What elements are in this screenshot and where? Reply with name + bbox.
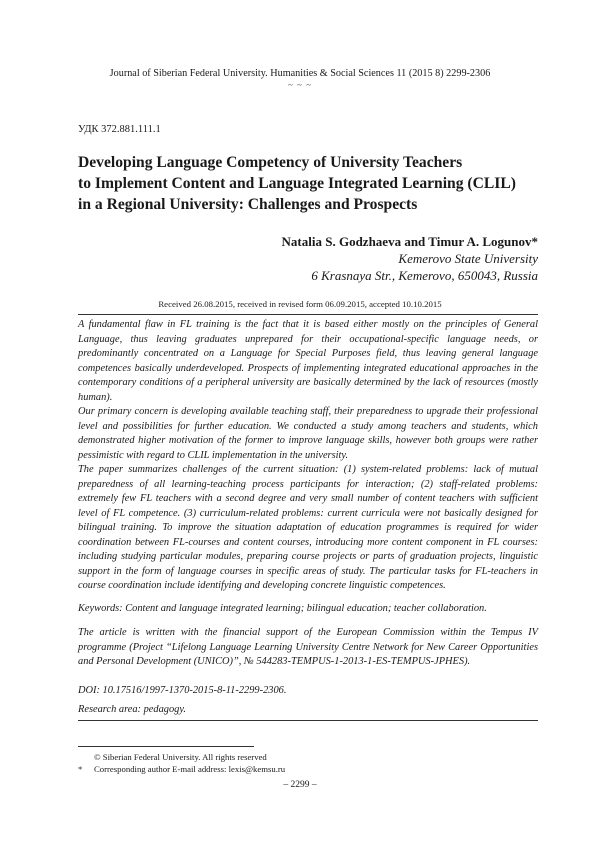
doi: DOI: 10.17516/1997-1370-2015-8-11-2299-2306. bbox=[78, 685, 287, 696]
journal-header: Journal of Siberian Federal University. Humanities & Social Sciences 11 (2015 8) 2299-2306 bbox=[109, 68, 491, 79]
title-line-1: Developing Language Competency of University Teachers bbox=[78, 154, 463, 171]
received-dates: Received 26.08.2015, received in revised form 06.09.2015, accepted 10.10.2015 bbox=[158, 299, 442, 309]
abstract-paragraph-3: The paper summarizes challenges of the current situation: (1) system-related problems: lack of mutual preparedness of all learning-teaching process participants for interaction; (2) staff-related problems: extremely few FL teachers with a second degree and very small number of content teachers with sufficient level of FL competence. (3) curriculum-related problems: current curricula were not basically designed for bilingual training. To improve the situation adaptation of education programmes is required for wider coordination between FL-courses and content courses, introducing more content component in FL courses: including studying particular modules, preparing course projects or parts of graduation projects, linguistic support in the form of language courses in specific areas of study. The particular tasks for FL-teachers in course coordination include identifying and developing concrete linguistic competences. bbox=[78, 464, 538, 591]
author-address: 6 Krasnaya Str., Kemerovo, 650043, Russia bbox=[311, 268, 538, 283]
author-names: Natalia S. Godzhaeva and Timur A. Logunov* bbox=[281, 234, 538, 249]
abstract bbox=[78, 318, 538, 594]
abstract-paragraph-1: A fundamental flaw in FL training is the fact that it is based either mostly on the principles of General Language, thus leaving graduates unprepared for their occupational-specific language needs, or predominantly concentrated on a Language for Special Purposes field, thus leaving general language competences basically underdeveloped. Prospects of implementing integrated educational approaches in the contemporary conditions of a peripheral university are basically determined by the lack of resources (mostly human). bbox=[78, 319, 538, 403]
paper-title bbox=[78, 152, 548, 215]
title-line-3: in a Regional University: Challenges and Prospects bbox=[78, 196, 418, 213]
footnote-star: * bbox=[78, 764, 83, 774]
page-number: – 2299 – bbox=[283, 780, 317, 790]
header-ornament: ~ ~ ~ bbox=[287, 80, 313, 90]
udk-code: УДК 372.881.111.1 bbox=[78, 124, 161, 135]
research-area: Research area: pedagogy. bbox=[78, 704, 187, 715]
author-block bbox=[282, 233, 538, 284]
abstract-paragraph-2: Our primary concern is developing available teaching staff, their preparedness to upgrade their professional level and possibilities for further education. We conducted a study among teachers and students, which demonstrated higher motivation of the former to improve language skills, however both groups were rather pessimistic with regard to CLIL implementation in the university. bbox=[78, 406, 538, 461]
abstract-top-rule bbox=[78, 314, 538, 315]
funding-note: The article is written with the financial support of the European Commission within the Tempus IV programme (Project “Lifelong Language Learning University Centre Network for New Career Opportunities and Personal Development (UNICO)”, № 544283-TEMPUS-1-2013-1-ES-TEMPUS-JPHES). bbox=[78, 627, 538, 667]
author-affiliation: Kemerovo State University bbox=[398, 251, 538, 266]
keywords: Keywords: Content and language integrated learning; bilingual education; teacher collaboration. bbox=[78, 603, 487, 614]
title-line-2: to Implement Content and Language Integrated Learning (CLIL) bbox=[78, 175, 516, 192]
abstract-bottom-rule bbox=[78, 720, 538, 721]
footnote-copyright: © Siberian Federal University. All rights reserved bbox=[94, 752, 267, 762]
footnote-rule bbox=[78, 746, 254, 747]
footnote-email: Corresponding author E-mail address: lexis@kemsu.ru bbox=[94, 764, 286, 774]
footnote-corresponding bbox=[78, 764, 285, 775]
